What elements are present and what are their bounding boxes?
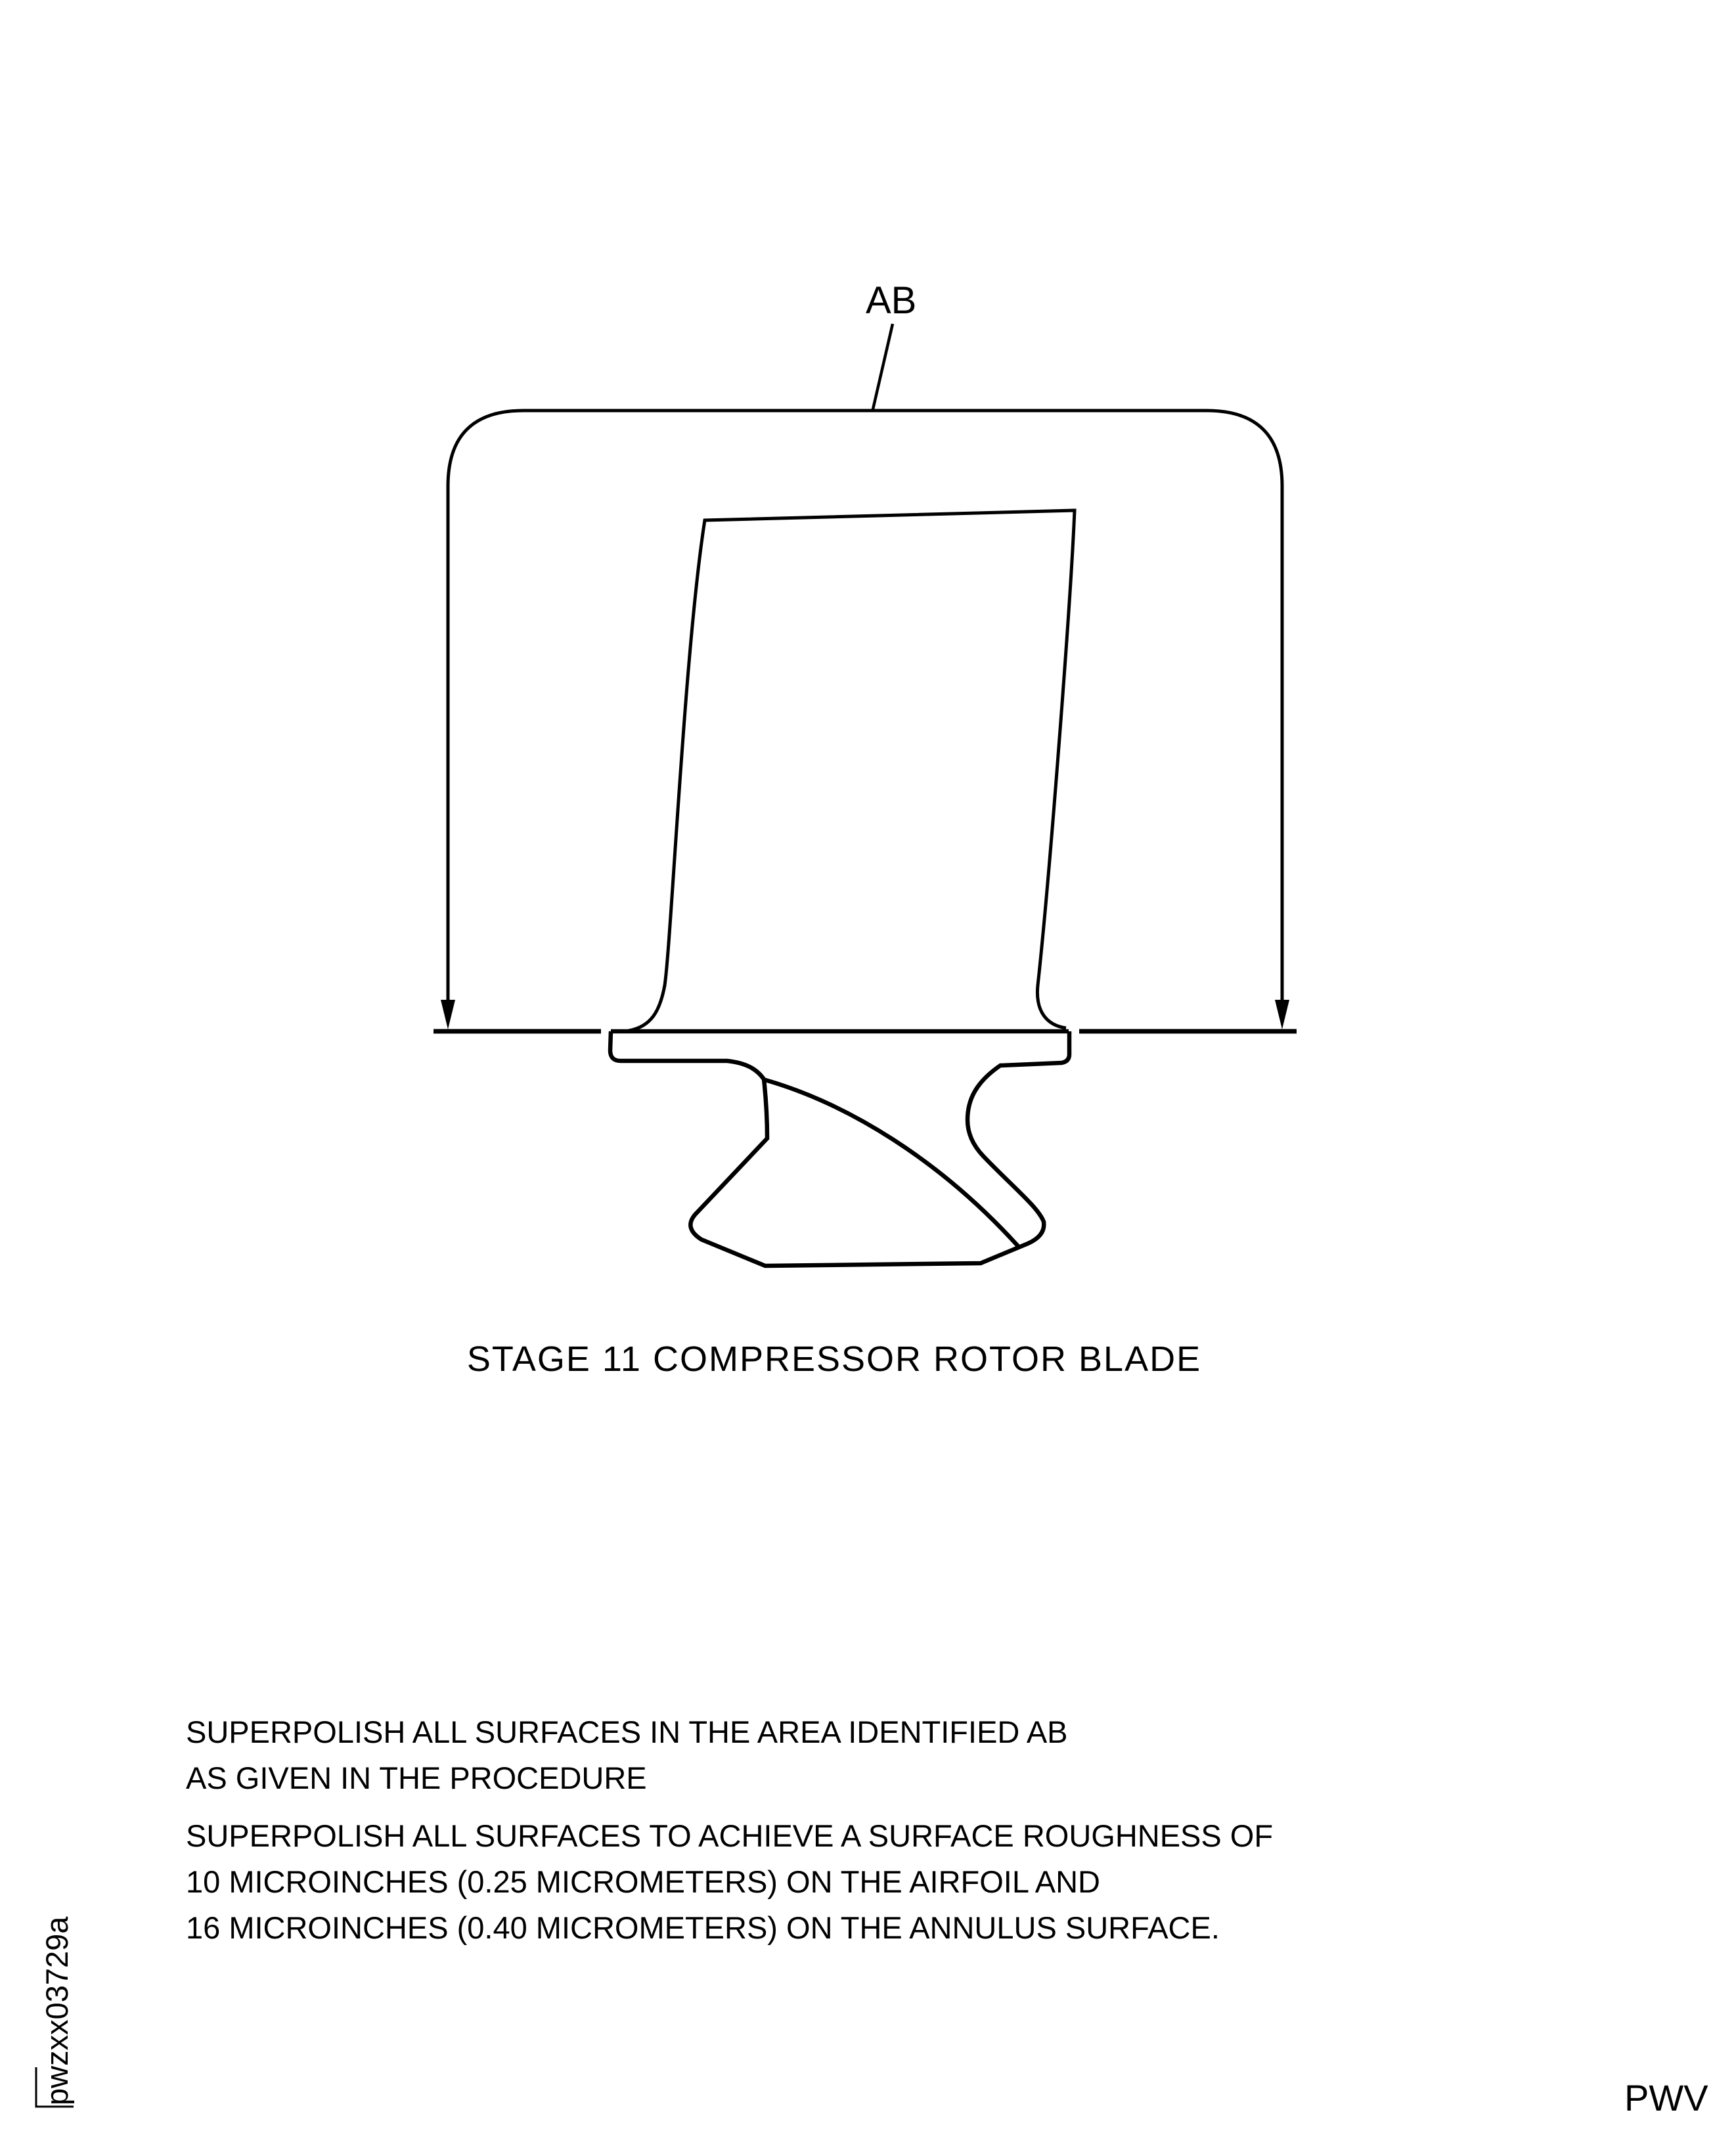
note-text-line: 16 MICROINCHES (0.40 MICROMETERS) ON THE ANNULUS SURFACE. [186,1910,1220,1945]
root-interior-edge [765,1080,1018,1246]
figure-caption: STAGE 11 COMPRESSOR ROTOR BLADE [466,1339,1202,1379]
note-text-line: 10 MICROINCHES (0.25 MICROMETERS) ON THE AIRFOIL AND [186,1864,1100,1899]
area-label: AB [866,279,917,322]
brand-mark: PWV [1624,2077,1708,2118]
down-arrow-icon [1275,1000,1289,1029]
ab-leader-line [873,324,893,409]
drawing-code: pwzxx03729a [39,1916,74,2105]
area-bracket [448,411,1282,1001]
note-text-line: AS GIVEN IN THE PROCEDURE [186,1760,647,1795]
down-arrow-icon [441,1000,455,1029]
root-outline [610,1031,1069,1266]
note-text-line: SUPERPOLISH ALL SURFACES TO ACHIEVE A SURFACE ROUGHNESS OF [186,1818,1274,1853]
airfoil-outline [629,510,1075,1031]
note-text-line: SUPERPOLISH ALL SURFACES IN THE AREA IDENTIFIED AB [186,1714,1068,1749]
